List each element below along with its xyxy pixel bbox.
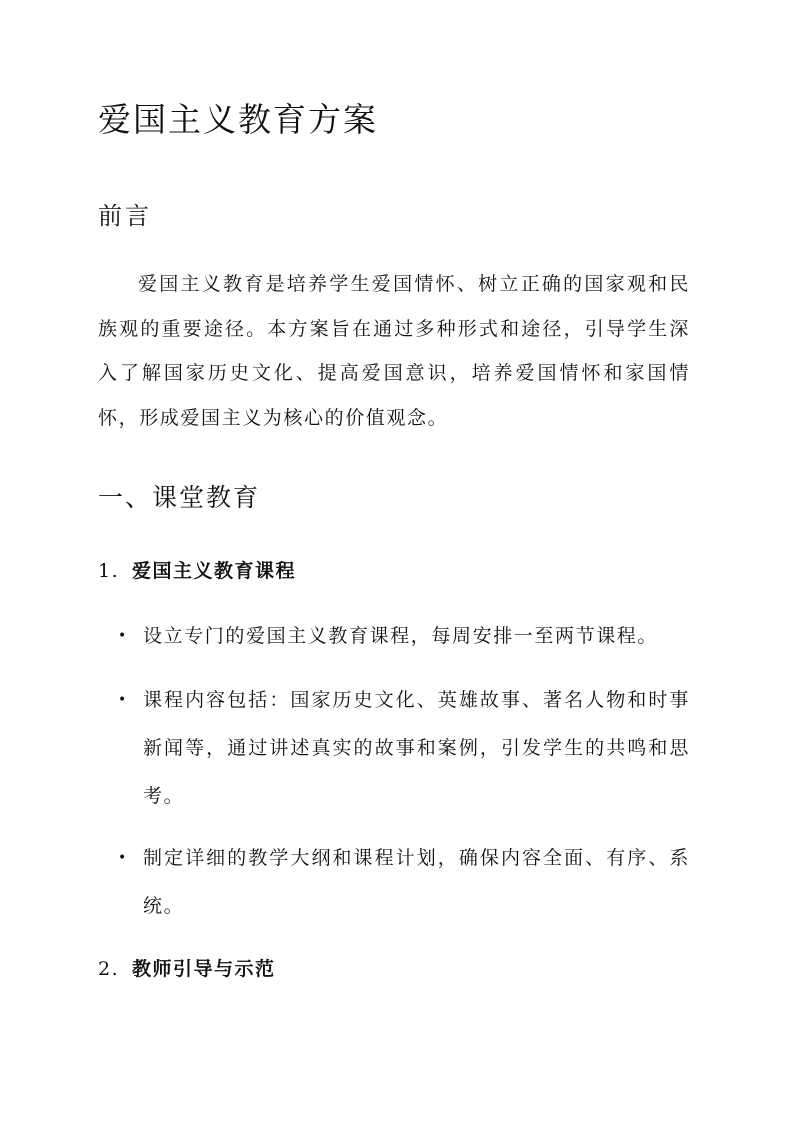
list-item	[118, 834, 690, 930]
preface-heading: 前言	[98, 202, 152, 230]
list-item	[118, 612, 690, 660]
section-heading-classroom: 一、课堂教育	[98, 483, 261, 512]
subsection-title: 爱国主义教育课程	[132, 560, 297, 582]
subsection-number: 2.	[98, 958, 120, 980]
document-title: 爱国主义教育方案	[98, 100, 378, 139]
bullet-icon: •	[118, 628, 128, 644]
list-item-text: 制定详细的教学大纲和课程计划，确保内容全面、有序、系统。	[143, 847, 690, 917]
subsection-heading-course	[98, 556, 296, 583]
bullet-icon: •	[118, 692, 128, 708]
list-item-text: 设立专门的爱国主义教育课程，每周安排一至两节课程。	[143, 625, 659, 647]
list-item-text: 课程内容包括：国家历史文化、英雄故事、著名人物和时事新闻等，通过讲述真实的故事和案例，引发学生的共鸣和思考。	[143, 689, 690, 807]
subsection-number: 1.	[98, 560, 120, 582]
preface-paragraph: 爱国主义教育是培养学生爱国情怀、树立正确的国家观和民族观的重要途径。本方案旨在通过多种形式和途径，引导学生深入了解国家历史文化、提高爱国意识，培养爱国情怀和家国情怀，形成爱国主义为核心的价值观念。	[98, 273, 690, 429]
subsection-title: 教师引导与示范	[132, 958, 276, 980]
list-item	[118, 676, 690, 820]
bullet-icon: •	[118, 850, 128, 866]
subsection-heading-teacher	[98, 954, 276, 981]
